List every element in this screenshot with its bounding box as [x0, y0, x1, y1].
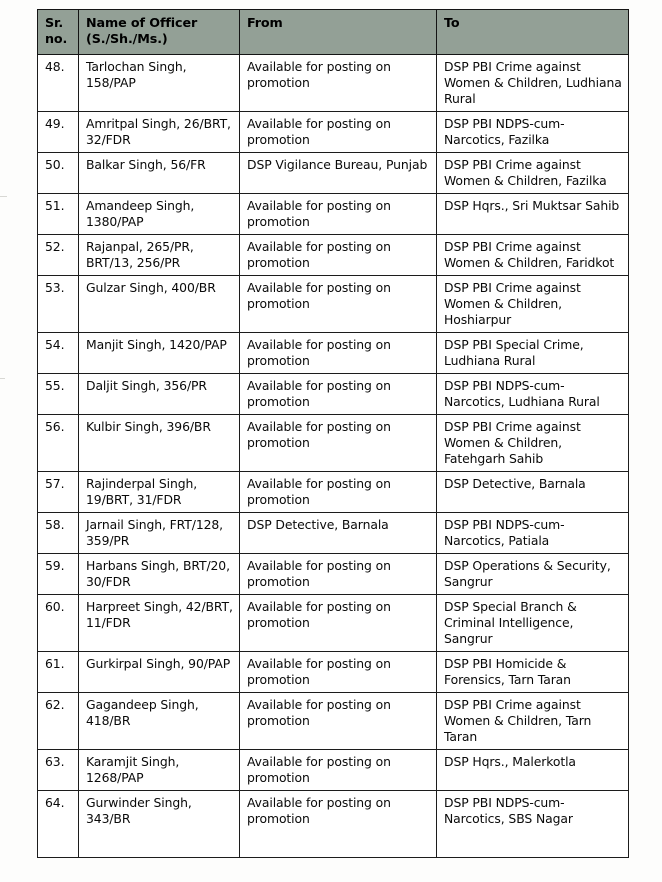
cell-from-posting: Available for posting on promotion [240, 193, 437, 234]
cell-officer-name: Kulbir Singh, 396/BR [79, 414, 240, 471]
cell-to-posting: DSP PBI NDPS-cum-Narcotics, SBS Nagar [437, 790, 629, 857]
cell-from-posting: Available for posting on promotion [240, 54, 437, 111]
column-header-sr-no [38, 10, 79, 55]
cell-to-posting: DSP Operations & Security, Sangrur [437, 553, 629, 594]
cell-to-posting: DSP PBI Crime against Women & Children, Faridkot [437, 234, 629, 275]
cell-to-posting: DSP PBI Homicide & Forensics, Tarn Taran [437, 651, 629, 692]
cell-to-posting: DSP PBI NDPS-cum-Narcotics, Patiala [437, 512, 629, 553]
cell-officer-name: Gurkirpal Singh, 90/PAP [79, 651, 240, 692]
table-row [38, 193, 629, 234]
officer-posting-table [37, 9, 629, 858]
cell-from-posting: Available for posting on promotion [240, 471, 437, 512]
cell-sr-no: 63. [38, 749, 79, 790]
cell-from-posting: Available for posting on promotion [240, 332, 437, 373]
cell-from-posting: Available for posting on promotion [240, 414, 437, 471]
column-header-name-of-officer [79, 10, 240, 55]
cell-to-posting: DSP PBI Crime against Women & Children, Hoshiarpur [437, 275, 629, 332]
cell-sr-no: 48. [38, 54, 79, 111]
cell-to-posting: DSP PBI Special Crime, Ludhiana Rural [437, 332, 629, 373]
cell-from-posting: Available for posting on promotion [240, 234, 437, 275]
column-header-name-line2: (S./Sh./Ms.) [86, 31, 168, 47]
cell-to-posting: DSP PBI NDPS-cum-Narcotics, Fazilka [437, 111, 629, 152]
cell-sr-no: 57. [38, 471, 79, 512]
table-row [38, 790, 629, 857]
cell-to-posting: DSP PBI Crime against Women & Children, Fazilka [437, 152, 629, 193]
cell-from-posting: Available for posting on promotion [240, 594, 437, 651]
cell-from-posting: Available for posting on promotion [240, 651, 437, 692]
cell-to-posting: DSP Detective, Barnala [437, 471, 629, 512]
cell-to-posting: DSP PBI Crime against Women & Children, Ludhiana Rural [437, 54, 629, 111]
cell-sr-no: 56. [38, 414, 79, 471]
cell-sr-no: 51. [38, 193, 79, 234]
cell-officer-name: Rajanpal, 265/PR, BRT/13, 256/PR [79, 234, 240, 275]
cell-sr-no: 52. [38, 234, 79, 275]
scan-artifact [0, 196, 7, 197]
column-header-sr-no-line1: Sr. [45, 15, 64, 30]
table-row [38, 373, 629, 414]
table-row [38, 471, 629, 512]
column-header-from: From [240, 10, 437, 55]
cell-sr-no: 61. [38, 651, 79, 692]
table-row [38, 651, 629, 692]
table-row [38, 692, 629, 749]
cell-from-posting: Available for posting on promotion [240, 790, 437, 857]
cell-sr-no: 49. [38, 111, 79, 152]
cell-sr-no: 53. [38, 275, 79, 332]
column-header-sr-no-line2: no. [45, 31, 68, 47]
cell-sr-no: 64. [38, 790, 79, 857]
cell-officer-name: Harpreet Singh, 42/BRT, 11/FDR [79, 594, 240, 651]
cell-from-posting: DSP Detective, Barnala [240, 512, 437, 553]
table-row [38, 553, 629, 594]
table-row [38, 414, 629, 471]
table-row [38, 749, 629, 790]
table-row [38, 332, 629, 373]
cell-from-posting: Available for posting on promotion [240, 275, 437, 332]
cell-officer-name: Amandeep Singh, 1380/PAP [79, 193, 240, 234]
table-header [38, 10, 629, 55]
cell-officer-name: Amritpal Singh, 26/BRT, 32/FDR [79, 111, 240, 152]
cell-to-posting: DSP Hqrs., Sri Muktsar Sahib [437, 193, 629, 234]
cell-officer-name: Gulzar Singh, 400/BR [79, 275, 240, 332]
cell-sr-no: 62. [38, 692, 79, 749]
cell-from-posting: Available for posting on promotion [240, 111, 437, 152]
table-row [38, 512, 629, 553]
cell-sr-no: 50. [38, 152, 79, 193]
cell-sr-no: 60. [38, 594, 79, 651]
cell-sr-no: 55. [38, 373, 79, 414]
table-row [38, 275, 629, 332]
table-body [38, 54, 629, 857]
cell-from-posting: Available for posting on promotion [240, 553, 437, 594]
cell-officer-name: Daljit Singh, 356/PR [79, 373, 240, 414]
table-row [38, 594, 629, 651]
cell-from-posting: Available for posting on promotion [240, 749, 437, 790]
table-header-row [38, 10, 629, 55]
table-row [38, 111, 629, 152]
cell-to-posting: DSP PBI Crime against Women & Children, Tarn Taran [437, 692, 629, 749]
cell-sr-no: 54. [38, 332, 79, 373]
cell-to-posting: DSP Hqrs., Malerkotla [437, 749, 629, 790]
cell-from-posting: Available for posting on promotion [240, 692, 437, 749]
table-row [38, 234, 629, 275]
cell-officer-name: Tarlochan Singh, 158/PAP [79, 54, 240, 111]
cell-officer-name: Karamjit Singh, 1268/PAP [79, 749, 240, 790]
table-row [38, 152, 629, 193]
cell-officer-name: Jarnail Singh, FRT/128, 359/PR [79, 512, 240, 553]
cell-to-posting: DSP PBI Crime against Women & Children, Fatehgarh Sahib [437, 414, 629, 471]
cell-to-posting: DSP Special Branch & Criminal Intelligence, Sangrur [437, 594, 629, 651]
table-row [38, 54, 629, 111]
column-header-to: To [437, 10, 629, 55]
cell-to-posting: DSP PBI NDPS-cum-Narcotics, Ludhiana Rural [437, 373, 629, 414]
cell-from-posting: DSP Vigilance Bureau, Punjab [240, 152, 437, 193]
cell-officer-name: Manjit Singh, 1420/PAP [79, 332, 240, 373]
cell-from-posting: Available for posting on promotion [240, 373, 437, 414]
cell-officer-name: Gurwinder Singh, 343/BR [79, 790, 240, 857]
cell-officer-name: Harbans Singh, BRT/20, 30/FDR [79, 553, 240, 594]
column-header-name-line1: Name of Officer [86, 15, 198, 30]
cell-officer-name: Rajinderpal Singh, 19/BRT, 31/FDR [79, 471, 240, 512]
cell-officer-name: Balkar Singh, 56/FR [79, 152, 240, 193]
cell-sr-no: 59. [38, 553, 79, 594]
scan-artifact [0, 378, 5, 379]
cell-officer-name: Gagandeep Singh, 418/BR [79, 692, 240, 749]
cell-sr-no: 58. [38, 512, 79, 553]
